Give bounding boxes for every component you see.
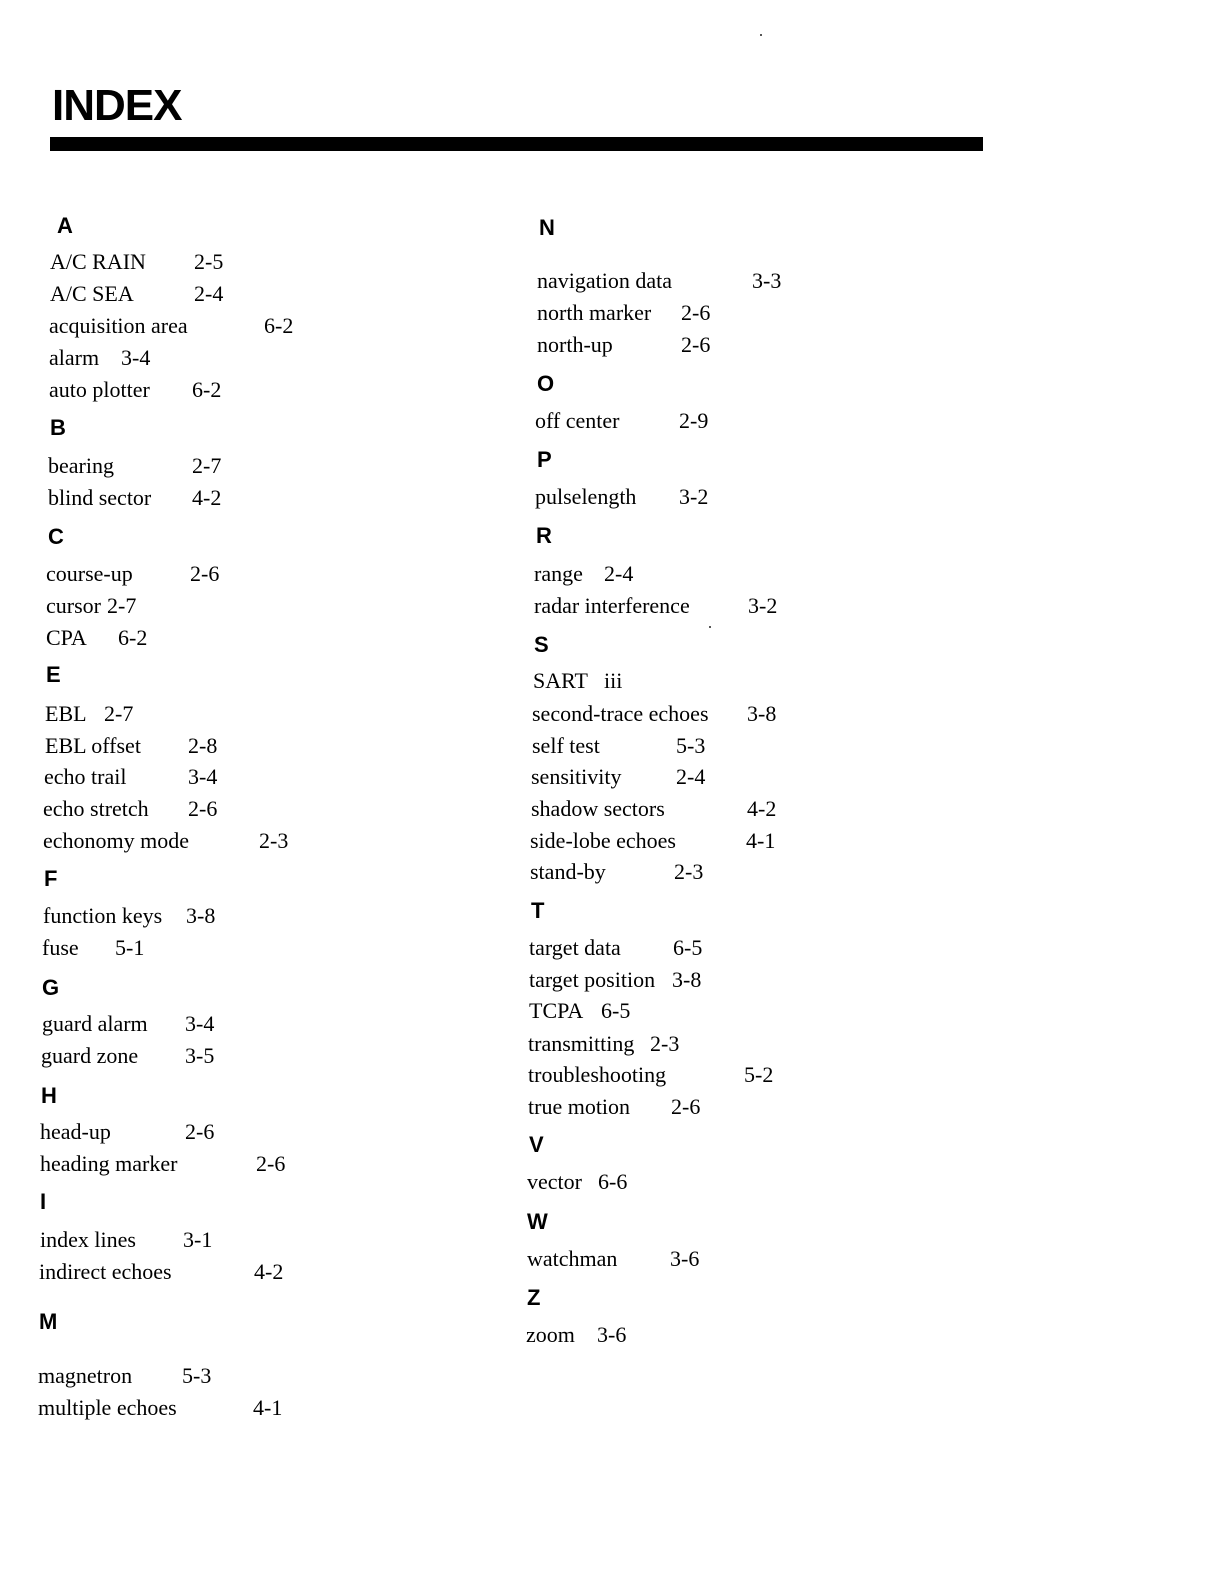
index-term: troubleshooting [528,1062,667,1087]
index-term: function keys [43,903,163,928]
index-letter-o: O [537,371,555,396]
index-term: guard zone [41,1043,139,1068]
index-page-number: 2-6 [256,1151,286,1176]
index-page-number: 2-6 [190,561,220,586]
index-term: sensitivity [531,764,622,789]
index-page-number: 3-2 [679,484,709,509]
index-term: fuse [42,935,79,960]
index-letter-z: Z [527,1285,541,1310]
index-term: cursor [46,593,101,618]
index-term: echo stretch [43,796,149,821]
index-term: stand-by [530,859,606,884]
index-page-number: 6-2 [192,377,222,402]
title-rule [50,137,983,151]
index-page-number: 2-7 [107,593,137,618]
index-term: auto plotter [49,377,150,402]
index-letter-p: P [537,447,552,472]
index-term: alarm [49,345,100,370]
index-page-number: 2-4 [676,764,706,789]
index-term: second-trace echoes [532,701,709,726]
index-term: echonomy mode [43,828,190,853]
index-term: vector [527,1169,582,1194]
index-letter-m: M [39,1309,58,1334]
index-page-number: 2-6 [185,1119,215,1144]
index-term: A/C SEA [50,281,134,306]
index-term: north marker [537,300,652,325]
index-page-number: 2-9 [679,408,709,433]
index-term: target data [529,935,621,960]
index-term: A/C RAIN [50,249,146,274]
index-term: true motion [528,1094,631,1119]
index-page-number: 2-7 [104,701,134,726]
index-page-number: 4-2 [747,796,777,821]
index-letter-a: A [57,213,73,238]
index-page-number: 3-1 [183,1227,213,1252]
index-term: course-up [46,561,133,586]
index-term: bearing [48,453,114,478]
index-term: north-up [537,332,613,357]
index-term: TCPA [529,998,584,1023]
index-term: navigation data [537,268,673,293]
index-page-number: 4-2 [254,1259,284,1284]
index-term: magnetron [38,1363,133,1388]
index-term: shadow sectors [531,796,665,821]
index-page-number: 3-4 [185,1011,215,1036]
index-term: acquisition area [49,313,188,338]
index-letter-s: S [534,632,549,657]
index-letter-c: C [48,524,64,549]
index-page-number: 2-7 [192,453,222,478]
index-term: indirect echoes [39,1259,172,1284]
index-letter-g: G [42,975,60,1000]
index-page-number: 5-2 [744,1062,774,1087]
index-term: CPA [46,625,87,650]
index-term: EBL [45,701,87,726]
index-term: echo trail [44,764,127,789]
index-page-number: 3-4 [188,764,218,789]
index-page-number: 3-4 [121,345,151,370]
index-term: transmitting [528,1031,635,1056]
index-term: index lines [40,1227,136,1252]
index-letter-r: R [536,523,552,548]
index-letter-h: H [41,1083,57,1108]
index-term: EBL offset [45,733,141,758]
index-page-number: 6-2 [118,625,148,650]
index-page-number: 3-6 [670,1246,700,1271]
index-page-number: 2-3 [674,859,704,884]
index-page-number: 5-1 [115,935,145,960]
index-page-number: 3-3 [752,268,782,293]
index-term: zoom [526,1322,575,1347]
index-letter-i: I [40,1189,47,1214]
index-page-number: 5-3 [676,733,706,758]
index-page-number: 2-6 [681,332,711,357]
index-page-number: 2-4 [194,281,224,306]
index-term: off center [535,408,620,433]
index-letter-b: B [50,415,66,440]
index-page-number: 5-3 [182,1363,212,1388]
index-page-number: 6-2 [264,313,294,338]
index-page-number: 2-8 [188,733,218,758]
index-letter-f: F [44,866,58,891]
index-page-number: 2-3 [650,1031,680,1056]
index-term: multiple echoes [38,1395,177,1420]
index-page-number: 4-2 [192,485,222,510]
index-term: watchman [527,1246,618,1271]
index-term: blind sector [48,485,152,510]
index-term: heading marker [40,1151,178,1176]
scan-speck [709,626,711,628]
index-page-number: 2-3 [259,828,289,853]
index-page-number: 3-2 [748,593,778,618]
index-page-number: 3-8 [747,701,777,726]
page-title: INDEX [52,81,182,130]
index-term: guard alarm [42,1011,148,1036]
index-letter-e: E [46,662,61,687]
index-term: radar interference [534,593,690,618]
index-page-number: 3-8 [672,967,702,992]
index-page-number: 4-1 [746,828,776,853]
index-page-number: 6-5 [601,998,631,1023]
index-page-number: 2-5 [194,249,224,274]
index-term: side-lobe echoes [530,828,676,853]
index-page-number: 3-6 [597,1322,627,1347]
index-page-number: 4-1 [253,1395,283,1420]
scan-speck [760,34,762,36]
index-page-number: 6-5 [673,935,703,960]
index-term: self test [532,733,600,758]
index-page-number: 6-6 [598,1169,628,1194]
index-page-number: 2-6 [188,796,218,821]
index-page-number: 3-5 [185,1043,215,1068]
index-term: range [534,561,583,586]
index-page-number: 3-8 [186,903,216,928]
index-letter-t: T [531,898,545,923]
index-term: target position [529,967,656,992]
index-letter-n: N [539,215,555,240]
index-term: pulselength [535,484,637,509]
index-page-number: 2-4 [604,561,634,586]
index-page-number: 2-6 [681,300,711,325]
index-page-number: iii [604,668,623,693]
index-term: head-up [40,1119,111,1144]
index-letter-v: V [529,1132,544,1157]
index-term: SART [533,668,588,693]
index-letter-w: W [527,1209,548,1234]
index-page-number: 2-6 [671,1094,701,1119]
